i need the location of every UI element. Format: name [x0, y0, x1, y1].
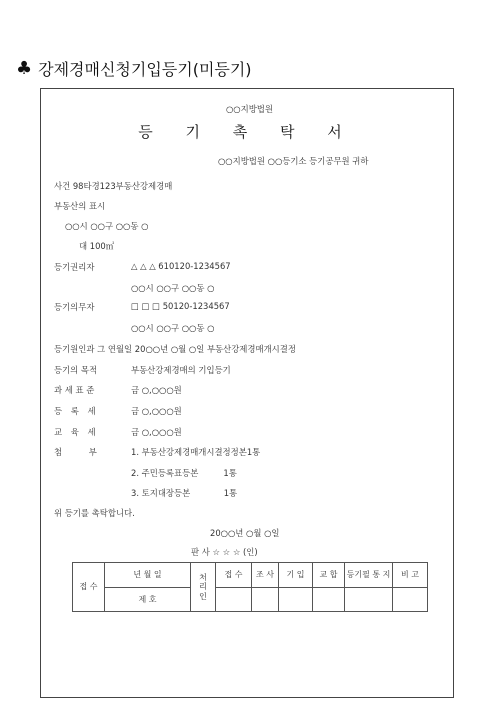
purpose-label: 등기의 목적	[54, 365, 98, 375]
property-label: 부동산의 표시	[54, 201, 106, 211]
tax-base-label: 과 세 표 준	[54, 385, 95, 395]
column-header: 접 수	[216, 563, 252, 588]
column-header: 교 합	[313, 563, 345, 588]
purpose-value: 부동산강제경매의 기입등기	[131, 365, 231, 375]
document-title: 강제경매신청기입등기(미등기)	[38, 60, 252, 79]
rightholder-label: 등기권리자	[54, 262, 95, 272]
form-title: 등 기 촉 탁 서	[138, 123, 356, 141]
document-heading	[16, 57, 252, 80]
registration-tax-value: 금 ○,○○○원	[131, 406, 182, 416]
rightholder-address: ○○시 ○○구 ○○동 ○	[131, 283, 215, 293]
empty-cell[interactable]	[313, 587, 345, 612]
obligor-address: ○○시 ○○구 ○○동 ○	[131, 323, 215, 333]
empty-cell[interactable]	[216, 587, 252, 612]
column-header: 비 고	[393, 563, 428, 588]
empty-cell[interactable]	[252, 587, 279, 612]
registration-tax-label: 등 록 세	[54, 406, 99, 416]
column-header: 기 입	[279, 563, 313, 588]
obligor-name: □ □ □ 50120-1234567	[131, 301, 230, 311]
attachment-item: 3. 토지대장등본 1통	[131, 488, 238, 498]
issue-date: 20○○년 ○월 ○일	[210, 528, 280, 538]
empty-cell[interactable]	[279, 587, 313, 612]
club-icon: ♣	[16, 58, 33, 79]
receipt-header: 접 수	[73, 563, 105, 612]
education-tax-label: 교 육 세	[54, 427, 99, 437]
form-frame	[40, 88, 454, 698]
empty-cell[interactable]	[345, 587, 393, 612]
court-name: ○○지방법원	[226, 104, 273, 114]
rightholder-name: △ △ △ 610120-1234567	[131, 261, 231, 271]
processor-header: 처리인	[191, 563, 216, 612]
column-header: 등기필 통 지	[345, 563, 393, 588]
empty-cell[interactable]	[393, 587, 428, 612]
cause-line: 등기원인과 그 연월일 20○○년 ○월 ○일 부동산강제경매개시결정	[54, 344, 296, 354]
attachment-item: 1. 부동산강제경매개시결정정본1통	[131, 447, 261, 457]
column-header: 조 사	[252, 563, 279, 588]
year-month-day-cell: 년 월 일	[105, 563, 191, 588]
property-area: 대 100㎡	[79, 241, 115, 251]
tax-base-value: 금 ○,○○○원	[131, 385, 182, 395]
judge-signature-line: 판 사 ☆ ☆ ☆ (인)	[191, 547, 258, 557]
recipient-line: ○○지방법원 ○○등기소 등기공무원 귀하	[218, 156, 369, 166]
obligor-label: 등기의무자	[54, 302, 95, 312]
education-tax-value: 금 ○,○○○원	[131, 427, 182, 437]
property-address: ○○시 ○○구 ○○동 ○	[65, 221, 149, 231]
number-cell: 제 호	[105, 587, 191, 612]
case-line: 사건 98타경123부동산강제경매	[54, 181, 173, 191]
attachments-label: 첨 부	[54, 447, 109, 457]
closing-line: 위 등기를 촉탁합니다.	[54, 508, 135, 518]
attachment-item: 2. 주민등록표등본 1통	[131, 468, 237, 478]
registration-table	[72, 562, 428, 612]
